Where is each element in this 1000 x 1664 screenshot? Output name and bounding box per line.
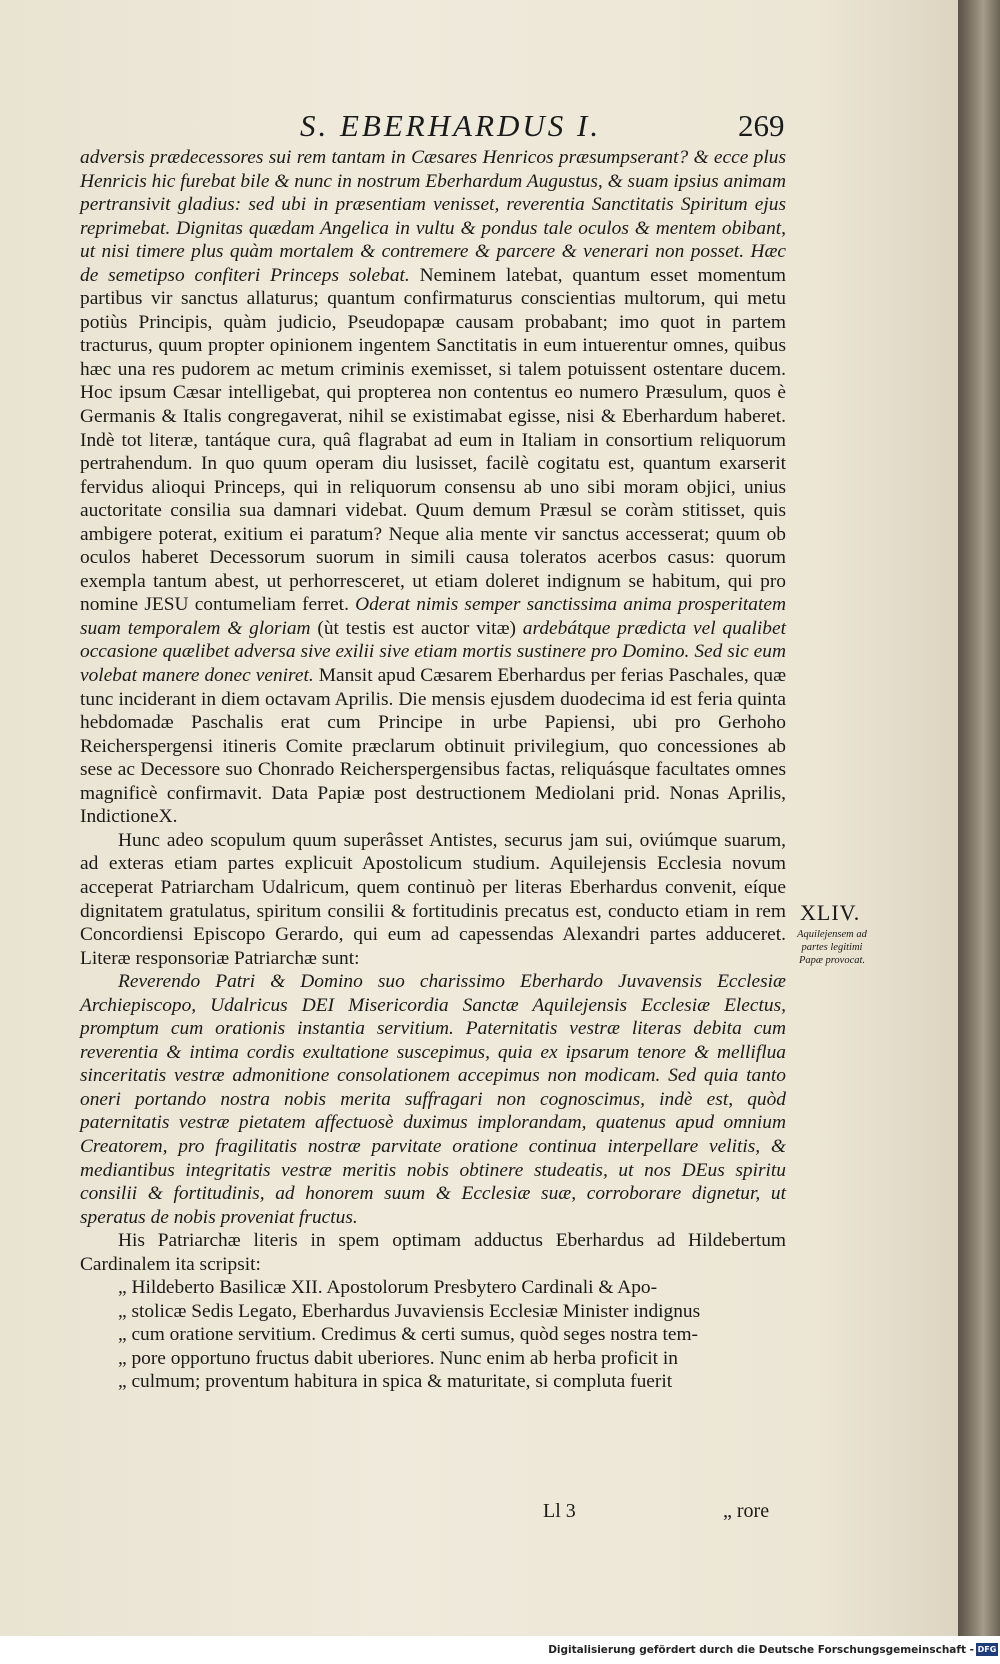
- marginal-note: Aquilejensem ad partes legitimi Papæ provocat.: [797, 929, 867, 966]
- italic-segment: Oderat nimis semper sanctissima anima prosperitatem suam temporalem & gloriam: [80, 594, 786, 639]
- paragraph-3-letter: Reverendo Patri & Domino suo charissimo Eberhardo Juvavensis Ecclesiæ Archiepiscopo, Udalricus DEI Misericordia Sanctæ Aquilejensis Ecclesiæ Electus, promptum cum orationis instantia servitium. Paternitatis vestræ literas debita cum reverentia & intima cordis exultatione suscepimus, quia ex ipsarum tenore & melliflua sinceritatis vestræ admonitione consolationem accepimus non modicam. Sed quia tanto oneri portando nostra nobis merita suffragari non cognoscimus, indè est, quòd paternitatis vestræ pietatem affectuosè duximus implorandam, quatenus apud omnium Creatorem, pro fragilitatis nostræ parvitate oratione continua interpellare velitis, & mediantibus integritatis vestræ meritis nobis obtinere studeatis, ut nos DEus spiritu consilii & fortitudinis, ad honorem suum & Ecclesiæ suæ, corroborare dignetur, ut speratus de nobis proveniat fructus.: [80, 971, 786, 1228]
- catchword: „ rore: [723, 1500, 770, 1522]
- roman-segment: (ùt testis est auctor vitæ): [310, 617, 523, 639]
- italic-segment: ardebátque prædicta vel qualibet occasione quælibet adversa sive exilii sive etiam mortis sustinere pro Domino. Sed sic eum volebat manere donec veniret.: [80, 617, 786, 687]
- digitization-credit: Digitalisierung gefördert durch die Deutsche Forschungsgemeinschaft -: [548, 1644, 974, 1656]
- quote-line: „ culmum; proventum habitura in spica & maturitate, si compluta fuerit: [118, 1371, 673, 1393]
- running-title: S. EBERHARDUS I.: [300, 108, 602, 143]
- main-text-block: [80, 146, 786, 1394]
- roman-segment: Neminem latebat, quantum esset momentum partibus vir sanctus allaturus; quantum confirmaturus conscientias multorum, qui metu potiùs Principis, quàm judicio, Pseudopapæ causam probabant; imo quot in partem tracturus, quum propter opinionem ingentem Sanctitatis in eum intuerentur omnes, quibus hæc una res pudorem ac metum criminis exemisset, si talem potuissent ostentare ducem. Hoc ipsum Cæsar intelligebat, qui propterea non contentus eo numero Præsulum, quos è Germanis & Italis congregaverat, nihil se existimabat egisse, nisi & Eberhardum haberet. Indè tot literæ, tantáque cura, quâ flagrabat ad eum in Italiam in consortium reliquorum pertrahendum. In quo quum operam diu lusisset, facilè cogitatu est, quantum exarserit fervidus alioqui Princeps, qui in reliquorum consensu ab uno sibi moram objici, unius auctoritate consilia sua damnari videbat. Quum demum Præsul se coràm stitisset, quis ambigere poterat, exitium ei paratum? Neque alia mente vir sanctus accesserat; quum ob oculos haberet Decessorum suorum in simili causa toleratos acerbos casus: quorum exempla tantum abest, ut perhorresceret, ut etiam doleret indignum se habitum, qui pro nomine JESU contumeliam ferret.: [80, 264, 787, 616]
- quote-line: „ Hildeberto Basilicæ XII. Apostolorum Presbytero Cardinali & Apo-: [118, 1277, 658, 1299]
- page-edge-shadow: [958, 0, 1000, 1636]
- paragraph-2: Hunc adeo scopulum quum superâsset Antistes, securus jam sui, oviúmque suarum, ad exteras etiam partes explicuit Apostolicum studium. Aquilejensis Ecclesia novum acceperat Patriarcham Udalricum, quem continuò per literas Eberhardus convenit, eíque dignitatem gratulatus, spiritum consilii & fortitudinis precatus est, conducto etiam in rem Concordiensi Episcopo Gerardo, qui eum ad capessendas Alexandri partes adduceret. Literæ responsoriæ Patriarchæ sunt:: [80, 829, 786, 969]
- signature-mark: Ll 3: [543, 1500, 576, 1522]
- dfg-logo-icon: DFG: [977, 1645, 997, 1654]
- paragraph-1: [80, 146, 786, 829]
- marginal-section-number: XLIV.: [800, 900, 861, 925]
- quote-line: „ pore opportuno fructus dabit uberiores. Nunc enim ab herba proficit in: [118, 1347, 678, 1369]
- quote-line: „ cum oratione servitium. Credimus & certi sumus, quòd seges nostra tem-: [118, 1324, 698, 1346]
- page-number: 269: [738, 108, 785, 143]
- roman-segment: Mansit apud Cæsarem Eberhardus per ferias Paschales, quæ tunc inciderant in diem octavam Aprilis. Die mensis ejusdem duodecima id est feria quinta hebdomadæ Paschalis erat cum Principe in urbe Papiensi, ubi pro Gerhoho Reicherspergensi itineris Comite præclarum obtinuit privilegium, quo concessiones ab sese ac Decessore suo Chonrado Reicherspergensibus factas, reliquásque facultates omnes magnificè confirmavit. Data Papiæ post destructionem Mediolani prid. Nonas Aprilis, IndictioneX.: [80, 665, 787, 828]
- digitization-bar: [0, 1636, 1000, 1664]
- quoted-letter: [80, 1276, 786, 1394]
- italic-segment: adversis prædecessores sui rem tantam in Cæsares Henricos præsumpserant? & ecce plus Henricis hic furebat bile & nunc in nostrum Eberhardum Augustus, & suam ipsius animam pertransivit gladius: sed ubi in præsentiam venisset, reverentia Sanctitatis Spiritum ejus reprimebat. Dignitas quædam Angelica in vultu & pondus tale oculos & mentem obibant, ut nisi timere plus quàm mortalem & contremere & parcere & venerari non posset. Hæc de semetipso confiteri Princeps solebat.: [80, 147, 786, 286]
- paragraph-4: His Patriarchæ literis in spem optimam adductus Eberhardus ad Hildebertum Cardinalem ita scripsit:: [80, 1230, 786, 1275]
- quote-line: „ stolicæ Sedis Legato, Eberhardus Juvaviensis Ecclesiæ Minister indignus: [118, 1300, 701, 1322]
